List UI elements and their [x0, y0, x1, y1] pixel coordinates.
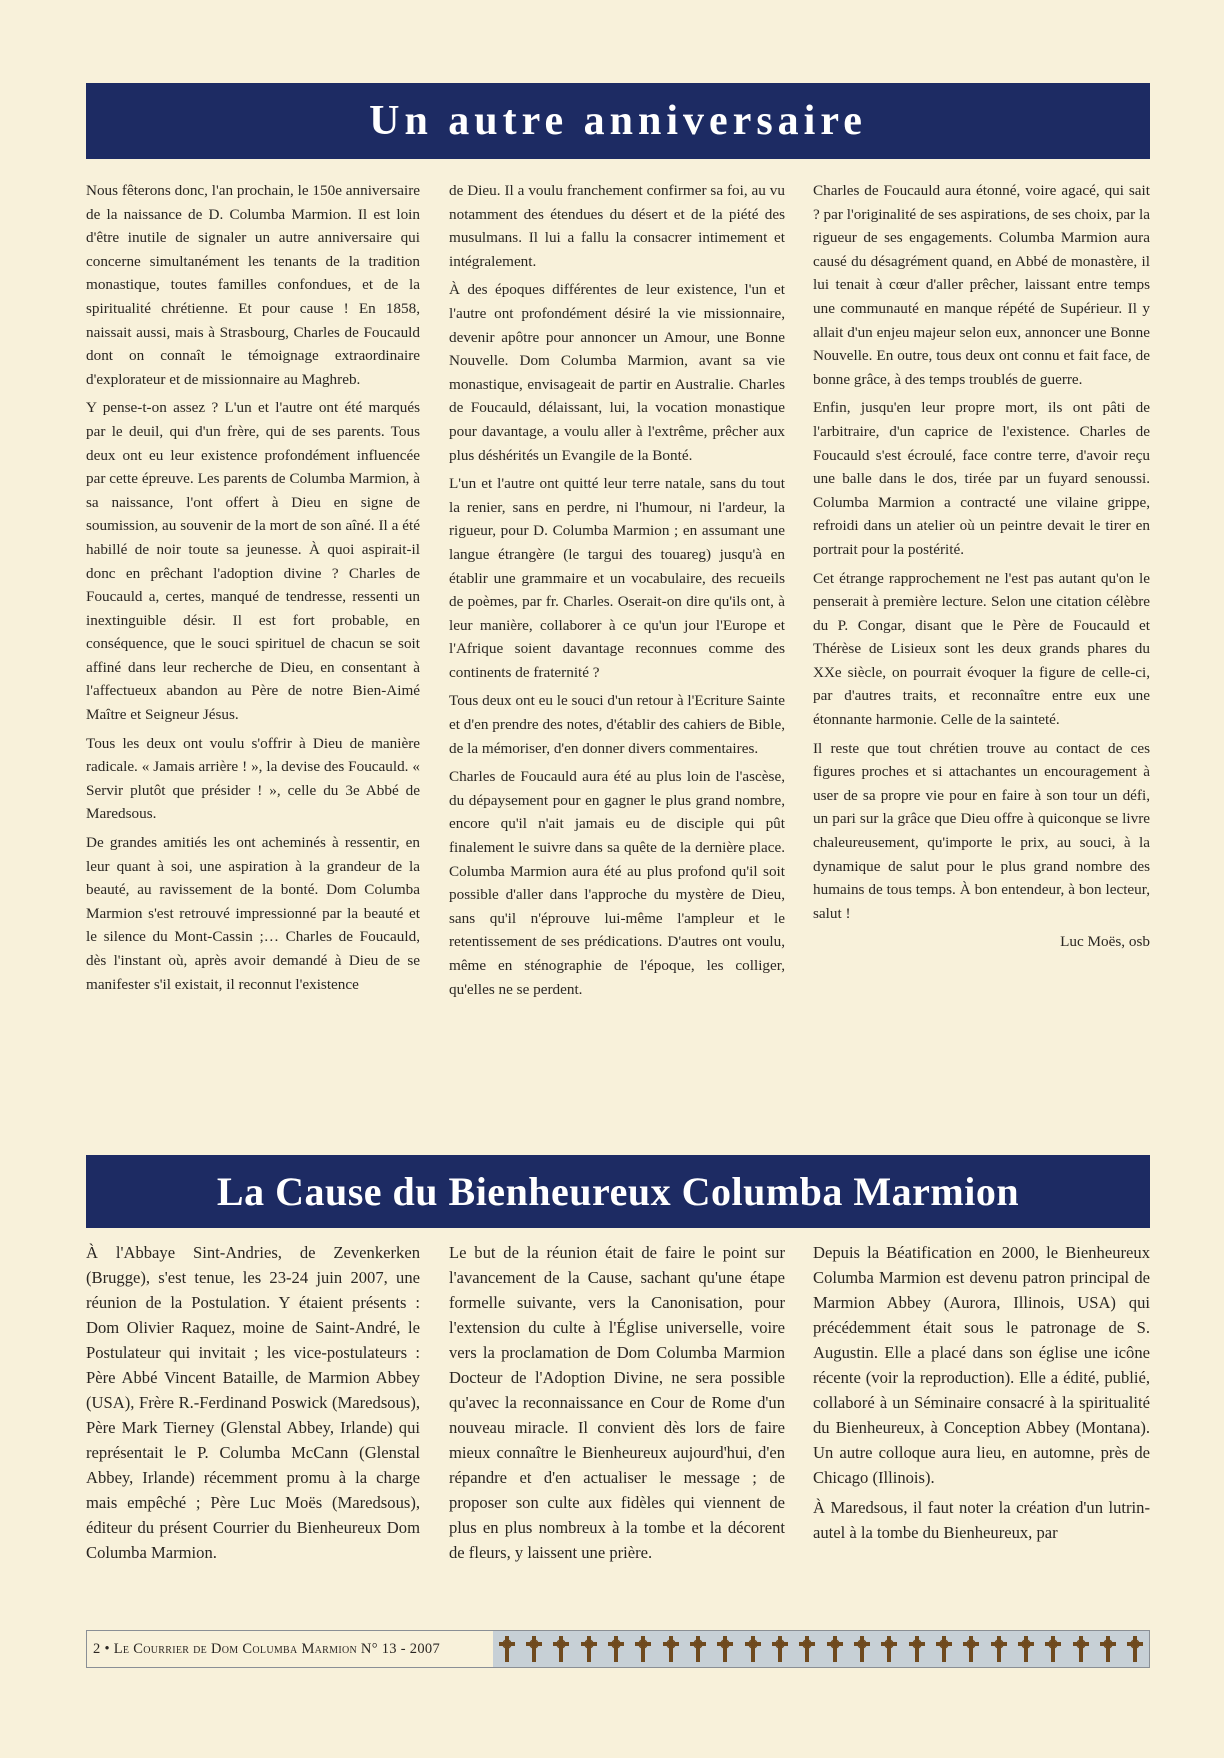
- paragraph: Il reste que tout chrétien trouve au contact de ces figures proches et si attachantes un encouragement à user de sa propre vie pour en faire à son tour un défi, un pari sur la grâce que Dieu offre à quiconque se livre chaleureusement, qu'importe le prix, au souci, à la dynamique de salut pour le plus grand nombre des humains de tous temps. À bon entendeur, à bon lecteur, salut !: [813, 739, 1150, 922]
- cross-icon: [797, 1634, 817, 1664]
- cross-icon: [934, 1634, 954, 1664]
- cross-icon: [989, 1634, 1009, 1664]
- cross-icon: [497, 1634, 517, 1664]
- cross-icon: [879, 1634, 899, 1664]
- cross-icon: [551, 1634, 571, 1664]
- cross-icon: [606, 1634, 626, 1664]
- paragraph: Tous les deux ont voulu s'offrir à Dieu de manière radicale. « Jamais arrière ! », la devise des Foucauld. « Servir plutôt que présider ! », celle du 3e Abbé de Maredsous.: [86, 734, 420, 823]
- page-footer: [86, 1630, 1150, 1668]
- paragraph: Y pense-t-on assez ? L'un et l'autre ont été marqués par le deuil, qui d'un frère, qui de ses parents. Tous deux ont eu leur existence profondément influencée par cette épreuve. Les parents de Columba Marmion, à sa naissance, l'ont offert à Dieu en signe de soumission, au souvenir de la mort de son aîné. Il a été habillé de noir toute sa jeunesse. À quoi aspirait-il donc en prêchant l'adoption divine ? Charles de Foucauld a, certes, manqué de tendresse, ressenti un inextinguible désir. Il est fort probable, en conséquence, que le souci spirituel de chacun se soit affiné dans leur recherche de Dieu, en consentant à l'affectueux abandon au Père de notre Bien-Aimé Maître et Seigneur Jésus.: [86, 399, 420, 724]
- cross-icon: [1071, 1634, 1091, 1664]
- article-column-3: [813, 179, 1150, 954]
- paragraph: Enfin, jusqu'en leur propre mort, ils ont pâti de l'arbitraire, d'un caprice de l'existence. Charles de Foucauld s'est écroulé, face contre terre, d'avoir reçu une balle dans le dos, tirée par un fuyard senoussi. Columba Marmion a contracté une vilaine grippe, refroidi dans un atelier où un peintre devait le tirer en portrait pour la postérité.: [813, 399, 1150, 558]
- cross-icon: [579, 1634, 599, 1664]
- cross-icon: [715, 1634, 735, 1664]
- cross-icon: [1098, 1634, 1118, 1664]
- paragraph: L'un et l'autre ont quitté leur terre natale, sans du tout la renier, sans en perdre, ni l'humour, ni l'ardeur, la rigueur, pour D. Columba Marmion ; en assumant une langue étrangère (le targui des touareg) jusqu'à en établir une grammaire et un vocabulaire, des recueils de poèmes, par fr. Charles. Oserait-on dire qu'ils ont, à leur manière, collaborer à ce qu'un jour l'Europe et l'Afrique soient davantage reconnues comme des continents de fraternité ?: [449, 475, 785, 681]
- article-column-2: [449, 1240, 785, 1570]
- cross-icon: [1043, 1634, 1063, 1664]
- paragraph: À l'Abbaye Sint-Andries, de Zevenkerken (Brugge), s'est tenue, les 23-24 juin 2007, une réunion de la Postulation. Y étaient présents : Dom Olivier Raquez, moine de Saint-André, le Postulateur qui invitait ; les vice-postulateurs : Père Abbé Vincent Bataille, de Marmion Abbey (USA), Frère R.-Ferdinand Poswick (Maredsous), Père Mark Tierney (Glenstal Abbey, Irlande) qui représentait le P. Columba McCann (Glenstal Abbey, Irlande) récemment promu à la charge mais empêché ; Père Luc Moës (Maredsous), éditeur du présent Courrier du Bienheureux Dom Columba Marmion.: [86, 1243, 420, 1562]
- article-column-1: [86, 1240, 420, 1570]
- cross-icon: [524, 1634, 544, 1664]
- paragraph: de Dieu. Il a voulu franchement confirmer sa foi, au vu notamment des étendues du désert et de la piété des musulmans. Il lui a fallu la consacrer intimement et intégralement.: [449, 182, 785, 270]
- paragraph: Depuis la Béatification en 2000, le Bienheureux Columba Marmion est devenu patron principal de Marmion Abbey (Aurora, Illinois, USA) qui précédemment était sous le patronage de S. Augustin. Elle a placé dans son église une icône récente (voir la reproduction). Elle a édité, publié, collaboré à un Séminaire consacré à la spiritualité du Bienheureux, à Conception Abbey (Montana). Un autre colloque aura lieu, en automne, près de Chicago (Illinois).: [813, 1243, 1150, 1487]
- section-title: La Cause du Bienheureux Columba Marmion: [216, 1169, 1020, 1214]
- paragraph: Nous fêterons donc, l'an prochain, le 150e anniversaire de la naissance de D. Columba Marmion. Il est loin d'être inutile de signaler un autre anniversaire qui concerne simultanément les tenants de la tradition monastique, toutes familles confondues, et de la spiritualité chrétienne. Et pour cause ! En 1858, naissait aussi, mais à Strasbourg, Charles de Foucauld dont on connaît le témoignage extraordinaire d'explorateur et de missionnaire au Maghreb.: [86, 182, 420, 388]
- cross-icon: [743, 1634, 763, 1664]
- cross-icon: [770, 1634, 790, 1664]
- section-title-banner: [86, 83, 1150, 159]
- paragraph: Charles de Foucauld aura étonné, voire agacé, qui sait ? par l'originalité de ses aspirations, de ses choix, par la rigueur de ses engagements. Columba Marmion aura causé du désagrément quand, en Abbé de monastère, il lui tenait à cœur d'aller prêcher, laissant entre temps une communauté en manque répété de Supérieur. Il y allait d'un enjeu majeur selon eux, annoncer une Bonne Nouvelle. En outre, tous deux ont connu et fait face, de bonne grâce, à des temps troublés de guerre.: [813, 182, 1150, 388]
- paragraph: Cet étrange rapprochement ne l'est pas autant qu'on le penserait à première lecture. Selon une citation célèbre du P. Congar, disant que le Père de Foucauld et Thérèse de Lisieux sont les deux grands phares du XXe siècle, on pourrait évoquer la figure de celle-ci, par d'autres traits, et reconnaître entre eux une étonnante harmonie. Celle de la sainteté.: [813, 569, 1150, 729]
- paragraph: À Maredsous, il faut noter la création d'un lutrin-autel à la tombe du Bienheureux, par: [813, 1498, 1150, 1542]
- article-column-2: [449, 179, 785, 1006]
- article-column-3: [813, 1240, 1150, 1550]
- author-signature: Luc Moës, osb: [1060, 933, 1150, 951]
- cross-icon: [907, 1634, 927, 1664]
- cross-icon: [661, 1634, 681, 1664]
- footer-label: 2 • Le Courrier de Dom Columba Marmion N° 13 - 2007: [87, 1631, 493, 1667]
- cross-icon: [1125, 1634, 1145, 1664]
- section-title-banner: [86, 1155, 1150, 1228]
- paragraph: À des époques différentes de leur existence, l'un et l'autre ont profondément désiré la vie missionnaire, devenir apôtre pour annoncer un Amour, une Bonne Nouvelle. Dom Columba Marmion, avant sa vie monastique, envisageait de partir en Australie. Charles de Foucauld, délaissant, lui, la vocation monastique pour davantage, a voulu aller à l'extrême, prêcher aux plus déshérités un Evangile de la Bonté.: [449, 281, 785, 464]
- cross-icon: [852, 1634, 872, 1664]
- paragraph: De grandes amitiés les ont acheminés à ressentir, en leur quant à soi, une aspiration à la grandeur de la beauté, au ravissement de la bonté. Dom Columba Marmion s'est retrouvé impressionné par la beauté et le silence du Mont-Cassin ;… Charles de Foucauld, dès l'instant où, après avoir demandé à Dieu de se manifester s'il existait, il reconnut l'existence: [86, 834, 420, 993]
- decorative-cross-band: [493, 1631, 1149, 1667]
- section-title: Un autre anniversaire: [369, 98, 867, 144]
- paragraph: Charles de Foucauld aura été au plus loin de l'ascèse, du dépaysement pour en gagner le plus grand nombre, encore qu'il n'ait jamais eu de disciple qui pût finalement le suivre dans sa quête de la dernière place. Columba Marmion aura été au plus profond qu'il soit possible d'aller dans l'approche du mystère de Dieu, sans qu'il n'éprouve lui-même l'ampleur et le retentissement de ses prédications. D'autres ont voulu, même en sténographie de l'époque, les colliger, qu'elles ne se perdent.: [449, 768, 785, 998]
- cross-icon: [688, 1634, 708, 1664]
- paragraph: Tous deux ont eu le souci d'un retour à l'Ecriture Sainte et d'en prendre des notes, d'établir des cahiers de Bible, de la mémoriser, d'en donner divers commentaires.: [449, 692, 785, 757]
- paragraph: Le but de la réunion était de faire le point sur l'avancement de la Cause, sachant qu'une étape formelle suivante, vers la Canonisation, pour l'extension du culte à l'Église universelle, voire vers la proclamation de Dom Columba Marmion Docteur de l'Adoption Divine, ne sera possible qu'avec la reconnaissance en Cour de Rome d'un nouveau miracle. Il convient dès lors de faire mieux connaître le Bienheureux aujourd'hui, d'en répandre et d'en actualiser le message ; de proposer son culte aux fidèles qui viennent de plus en plus nombreux à la tombe et la décorent de fleurs, y laissent une prière.: [449, 1243, 785, 1562]
- cross-icon: [961, 1634, 981, 1664]
- cross-icon: [825, 1634, 845, 1664]
- cross-icon: [1016, 1634, 1036, 1664]
- article-column-1: [86, 179, 420, 1001]
- cross-icon: [633, 1634, 653, 1664]
